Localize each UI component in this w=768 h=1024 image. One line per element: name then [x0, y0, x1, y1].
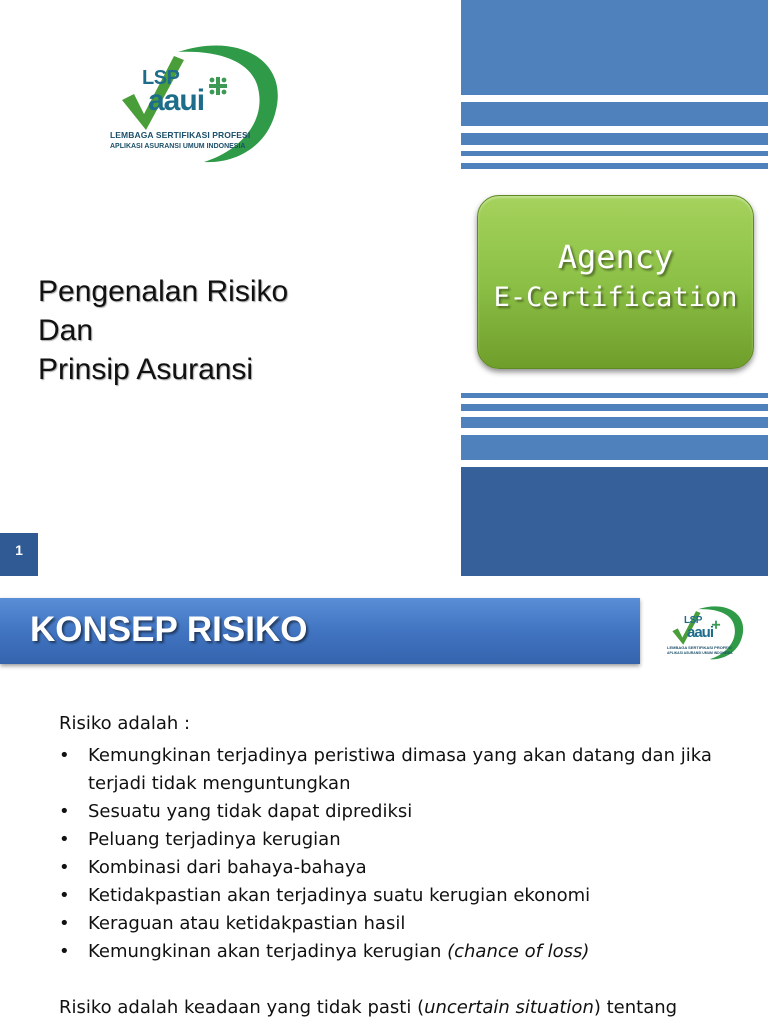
stripe-band [461, 102, 768, 126]
list-item-text: Kemungkinan terjadinya peristiwa dimasa yang akan datang dan jika terjadi tidak menguntungkan [88, 745, 712, 794]
bullet-icon: • [59, 913, 70, 934]
lsp-aaui-logo-small [666, 602, 746, 662]
list-item-text: Kombinasi dari bahaya-bahaya [88, 857, 367, 878]
badge-line-1: Agency [557, 238, 674, 276]
list-item [59, 938, 739, 966]
stripe-band [461, 133, 768, 145]
bullet-icon: • [59, 941, 70, 962]
badge-line-2: E-Certification [493, 282, 738, 313]
logo-brand-text: aaui [687, 624, 714, 641]
para-italic: uncertain situation [424, 997, 594, 1018]
definition-paragraph [59, 994, 739, 1022]
list-item [59, 826, 739, 854]
title-line: Pengenalan Risiko [38, 275, 289, 308]
page-number-badge: 1 [0, 533, 38, 576]
list-item-text: Keraguan atau ketidakpastian hasil [88, 913, 406, 934]
list-item-italic: (chance of loss) [447, 941, 590, 962]
stripe-band [461, 393, 768, 398]
list-item-text: Ketidakpastian akan terjadinya suatu kerugian ekonomi [88, 885, 591, 906]
list-item [59, 882, 739, 910]
stripe-band [461, 467, 768, 576]
slide-2[interactable] [0, 576, 768, 1024]
stripe-band [461, 404, 768, 411]
logo-tagline-2: APLIKASI ASURANSI UMUM INDONESIA [667, 651, 733, 655]
title-line: Prinsip Asuransi [38, 353, 254, 386]
logo-brand-text: aaui [148, 84, 205, 117]
stripe-band [461, 151, 768, 156]
logo-tagline-1: LEMBAGA SERTIFIKASI PROFESI [110, 130, 251, 140]
lsp-aaui-logo [108, 38, 284, 166]
list-item [59, 854, 739, 882]
list-item-text: Peluang terjadinya kerugian [88, 829, 341, 850]
title-line: Dan [38, 314, 94, 347]
list-item [59, 910, 739, 938]
intro-text: Risiko adalah : [59, 713, 191, 734]
bullet-icon: • [59, 829, 70, 850]
bullet-icon: • [59, 745, 70, 766]
logo-tagline-2: APLIKASI ASURANSI UMUM INDONESIA [110, 143, 246, 150]
stripe-band [461, 435, 768, 460]
bullet-list [59, 742, 739, 966]
para-prefix: Risiko adalah keadaan yang tidak pasti ( [59, 997, 425, 1018]
bullet-icon: • [59, 885, 70, 906]
logo-lsp-text: LSP [684, 615, 702, 626]
agency-ecertification-badge[interactable] [477, 195, 754, 369]
slide-body [59, 710, 739, 1022]
list-item [59, 742, 739, 798]
heading-bar [0, 598, 640, 664]
list-item [59, 798, 739, 826]
para-suffix: ) tentang [593, 997, 678, 1018]
bullet-icon: • [59, 857, 70, 878]
slide-heading: KONSEP RISIKO [30, 610, 308, 649]
list-item-text: Sesuatu yang tidak dapat diprediksi [88, 801, 413, 822]
stripe-band [461, 163, 768, 169]
slide-title [38, 272, 288, 389]
logo-lsp-text: LSP [142, 67, 180, 89]
logo-tagline-1: LEMBAGA SERTIFIKASI PROFESI [667, 645, 732, 650]
bullet-icon: • [59, 801, 70, 822]
list-item-text: Kemungkinan akan terjadinya kerugian [88, 941, 448, 962]
stripe-band [461, 417, 768, 428]
stripe-band [461, 0, 768, 95]
